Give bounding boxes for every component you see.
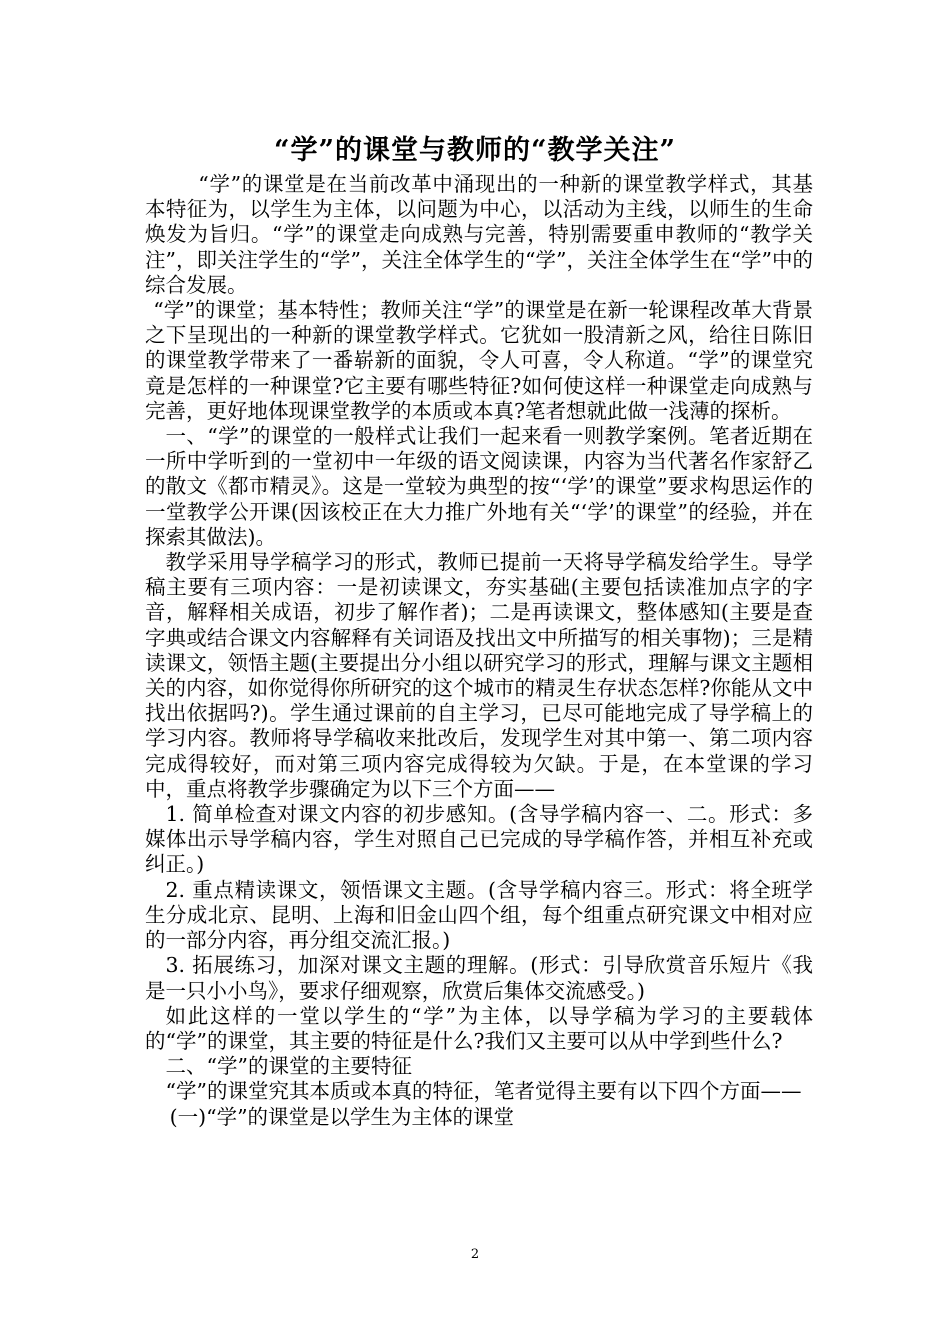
paragraph-abstract: “学”的课堂是在当前改革中涌现出的一种新的课堂教学样式，其基本特征为，以学生为主体，以问题为中心，以活动为主线，以师生的生命焕发为旨归。“学”的课堂走向成熟与完善，特别需要重申教师的“教学关注”，即关注学生的“学”，关注全体学生的“学”，关注全体学生在“学”中的综合发展。 [145,172,813,297]
list-item-step-3: 3. 拓展练习，加深对课文主题的理解。(形式：引导欣赏音乐短片《我是一只小小鸟》，要求仔细观察，欣赏后集体交流感受。) [145,953,813,1003]
paragraph-section-one: 一、“学”的课堂的一般样式让我们一起来看一则教学案例。笔者近期在一所中学听到的一堂初中一年级的语文阅读课，内容为当代著名作家舒乙的散文《都市精灵》。这是一堂较为典型的按“‘学’的课堂”要求构思运作的一堂教学公开课(因该校正在大力推广外地有关“‘学’的课堂”的经验，并在探索其做法)。 [145,424,813,549]
document-title: “学”的课堂与教师的“教学关注” [273,135,677,166]
paragraph-keywords-intro: “学”的课堂；基本特性；教师关注“学”的课堂是在新一轮课程改革大背景之下呈现出的一种新的课堂教学样式。它犹如一股清新之风，给往日陈旧的课堂教学带来了一番崭新的面貌，令人可喜，令人称道。“学”的课堂究竟是怎样的一种课堂?它主要有哪些特征?如何使这样一种课堂走向成熟与完善，更好地体现课堂教学的本质或本真?笔者想就此做一浅薄的探析。 [145,298,813,423]
subsection-heading-one: (一)“学”的课堂是以学生为主体的课堂 [169,1104,515,1129]
section-heading-two: 二、“学”的课堂的主要特征 [165,1054,412,1079]
document-body [145,172,813,1130]
list-item-step-2: 2. 重点精读课文，领悟课文主题。(含导学稿内容三。形式：将全班学生分成北京、昆明、上海和旧金山四个组，每个组重点研究课文中相对应的一部分内容，再分组交流汇报。) [145,877,813,953]
paragraph-teaching-method: 教学采用导学稿学习的形式，教师已提前一天将导学稿发给学生。导学稿主要有三项内容：一是初读课文，夯实基础(主要包括读准加点字的字音，解释相关成语，初步了解作者)；二是再读课文，整体感知(主要是查字典或结合课文内容解释有关词语及找出文中所描写的相关事物)；三是精读课文，领悟主题(主要提出分小组以研究学习的形式，理解与课文主题相关的内容，如你觉得你所研究的这个城市的精灵生存状态怎样?你能从文中找出依据吗?)。学生通过课前的自主学习，已尽可能地完成了导学稿上的学习内容。教师将导学稿收来批改后，发现学生对其中第一、第二项内容完成得较好，而对第三项内容完成得较为欠缺。于是，在本堂课的学习中，重点将教学步骤确定为以下三个方面—— [145,550,813,801]
page-number: 2 [470,1247,480,1262]
paragraph-features-intro: “学”的课堂究其本质或本真的特征，笔者觉得主要有以下四个方面—— [165,1079,802,1104]
paragraph-question: 如此这样的一堂以学生的“学”为主体，以导学稿为学习的主要载体的“学”的课堂，其主要的特征是什么?我们又主要可以从中学到些什么? [145,1003,813,1053]
list-item-step-1: 1. 简单检查对课文内容的初步感知。(含导学稿内容一、二。形式：多媒体出示导学稿内容，学生对照自己已完成的导学稿作答，并相互补充或纠正。) [145,802,813,877]
